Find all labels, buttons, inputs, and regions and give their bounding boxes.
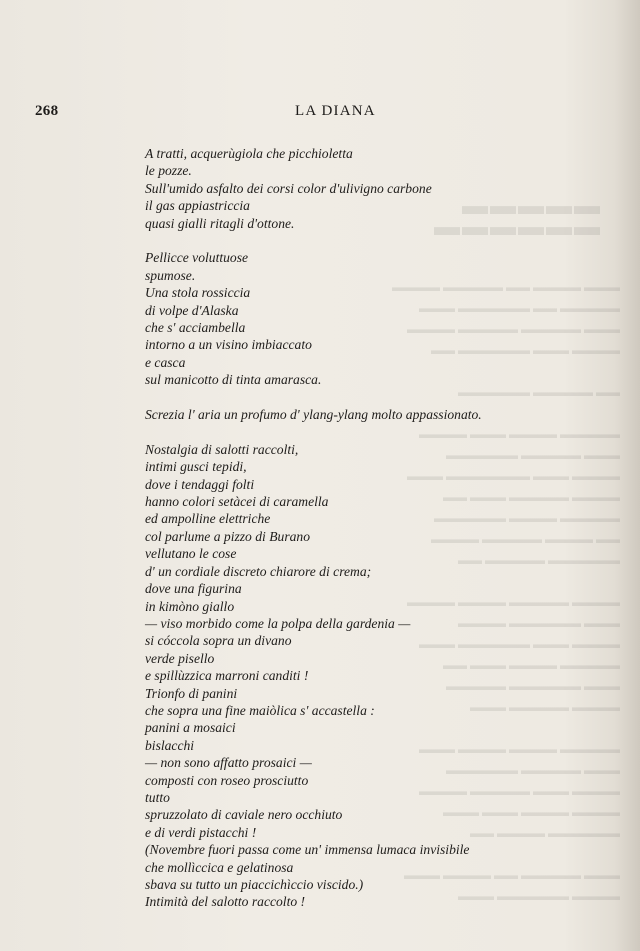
poem-line: Intimità del salotto raccolto ! <box>145 894 306 910</box>
poem-line: in kimòno giallo <box>145 598 235 614</box>
poem-line: — viso morbido come la polpa della gardenia — <box>145 615 411 631</box>
poem-line: il gas appiastriccia <box>145 198 250 214</box>
poem-stanza <box>145 441 565 911</box>
poem-line: d' un cordiale discreto chiarore di crema; <box>145 563 372 579</box>
poem-line: spruzzolato di caviale nero occhiuto <box>145 807 343 823</box>
poem-stanza <box>145 249 565 388</box>
poem-line: spumose. <box>145 267 196 283</box>
poem-line: si cóccola sopra un divano <box>145 633 292 649</box>
poem-line: col parlume a pizzo di Burano <box>145 528 311 544</box>
poem-stanza <box>145 145 565 232</box>
poem-line: che mollìccica e gelatinosa <box>145 859 294 875</box>
poem-line: Sull'umido asfalto dei corsi color d'ulivigno carbone <box>145 180 432 196</box>
poem-line: Trionfo di panini <box>145 685 238 701</box>
poem-line: Screzia l' aria un profumo d' ylang-ylang molto appassionato. <box>145 407 482 423</box>
poem-line: e spillùzzica marroni canditi ! <box>145 668 309 684</box>
poem-line: intorno a un visino imbiaccato <box>145 337 312 353</box>
poem-line: quasi gialli ritagli d'ottone. <box>145 215 295 231</box>
show-through-texture: ▬▬▬▬▬ ▬▬▬▬▬▬ ▬▬▬ ▬▬▬▬ ▬▬ ▬▬▬▬▬ ▬▬▬▬ ▬▬▬▬▬ ▬▬ ▬▬▬▬▬▬ ▬▬▬ ▬▬▬ ▬▬▬▬▬ ▬▬▬▬▬ ▬▬▬▬ ▬▬▬▬ ▬▬▬ ▬▬▬▬▬▬ ▬▬ ▬▬ ▬▬▬▬▬ ▬▬▬▬▬▬ ▬▬▬▬▬ ▬▬▬▬ ▬▬▬ ▬▬▬▬ ▬▬▬ ▬▬▬▬▬ ▬▬▬▬▬▬ ▬▬▬▬ ▬▬▬ ▬▬▬▬▬▬▬ ▬▬▬ ▬▬▬▬ ▬▬▬▬▬ ▬▬▬ ▬▬ ▬▬▬▬▬ ▬▬▬▬ ▬▬▬▬▬▬ ▬▬ ▬▬▬▬ ▬▬▬▬▬ ▬▬▬▬ ▬▬▬▬▬▬ ▬▬▬▬▬ ▬▬ ▬▬▬▬ ▬▬▬▬▬ ▬▬▬▬ ▬▬▬▬ ▬▬▬ ▬▬▬▬▬▬ ▬▬▬▬ ▬▬▬▬ ▬▬▬ ▬▬▬▬▬▬ ▬▬▬ ▬▬▬▬▬ ▬▬▬▬ ▬▬▬ ▬▬ ▬▬▬ ▬▬▬▬▬▬ ▬▬▬▬▬ ▬▬▬▬ ▬▬▬▬▬ ▬▬▬ ▬▬▬▬▬ ▬▬▬▬ ▬▬▬▬ ▬▬▬ ▬▬▬ ▬▬▬▬▬ ▬▬▬▬▬▬ ▬▬▬▬ ▬▬▬ ▬▬▬▬▬ ▬▬▬▬ ▬▬▬▬ ▬▬▬▬ ▬▬▬ ▬▬▬ ▬▬▬▬▬▬ ▬▬▬▬ ▬▬ ▬▬▬ ▬▬▬▬▬ ▬▬ ▬▬▬▬ ▬▬▬ ▬▬▬▬ ▬▬▬▬▬▬ ▬▬▬ <box>392 191 620 903</box>
poem-line: Una stola rossiccia <box>145 285 251 301</box>
poem-line: dove una figurina <box>145 581 242 597</box>
poem-stanza <box>145 406 565 423</box>
running-title: LA DIANA <box>295 103 376 119</box>
poem-line: ed ampolline elettriche <box>145 511 271 527</box>
poem-line: bislacchi <box>145 737 195 753</box>
poem-line: intimi gusci tepidi, <box>145 459 247 475</box>
poem-line: vellutano le cose <box>145 546 237 562</box>
poem-line: tutto <box>145 789 170 805</box>
poem-line: hanno colori setàcei di caramella <box>145 494 329 510</box>
poem-body <box>145 145 565 911</box>
poem-line: sul manicotto di tinta amarasca. <box>145 372 322 388</box>
poem-line: e di verdi pistacchi ! <box>145 824 257 840</box>
poem-line: verde pisello <box>145 650 215 666</box>
page-number: 268 <box>35 103 59 119</box>
poem-line: che sopra una fine maiòlica s' accastella : <box>145 702 375 718</box>
poem-line: e casca <box>145 354 186 370</box>
poem-line: Nostalgia di salotti raccolti, <box>145 441 299 457</box>
poem-line: panini a mosaici <box>145 720 236 736</box>
poem-line: dove i tendaggi folti <box>145 476 255 492</box>
poem-line: di volpe d'Alaska <box>145 302 239 318</box>
poem-line: sbava su tutto un piaccichìccio viscido.) <box>145 877 364 893</box>
poem-line: che s' acciambella <box>145 320 246 336</box>
poem-line: — non sono affatto prosaici — <box>145 755 312 771</box>
poem-line: le pozze. <box>145 163 192 179</box>
poem-line: (Novembre fuori passa come un' immensa lumaca invisibile <box>145 842 470 858</box>
poem-line: composti con roseo prosciutto <box>145 772 309 788</box>
poem-line: A tratti, acquerùgiola che picchioletta <box>145 146 353 161</box>
poem-line: Pellicce voluttuose <box>145 250 249 266</box>
running-head <box>0 103 640 123</box>
